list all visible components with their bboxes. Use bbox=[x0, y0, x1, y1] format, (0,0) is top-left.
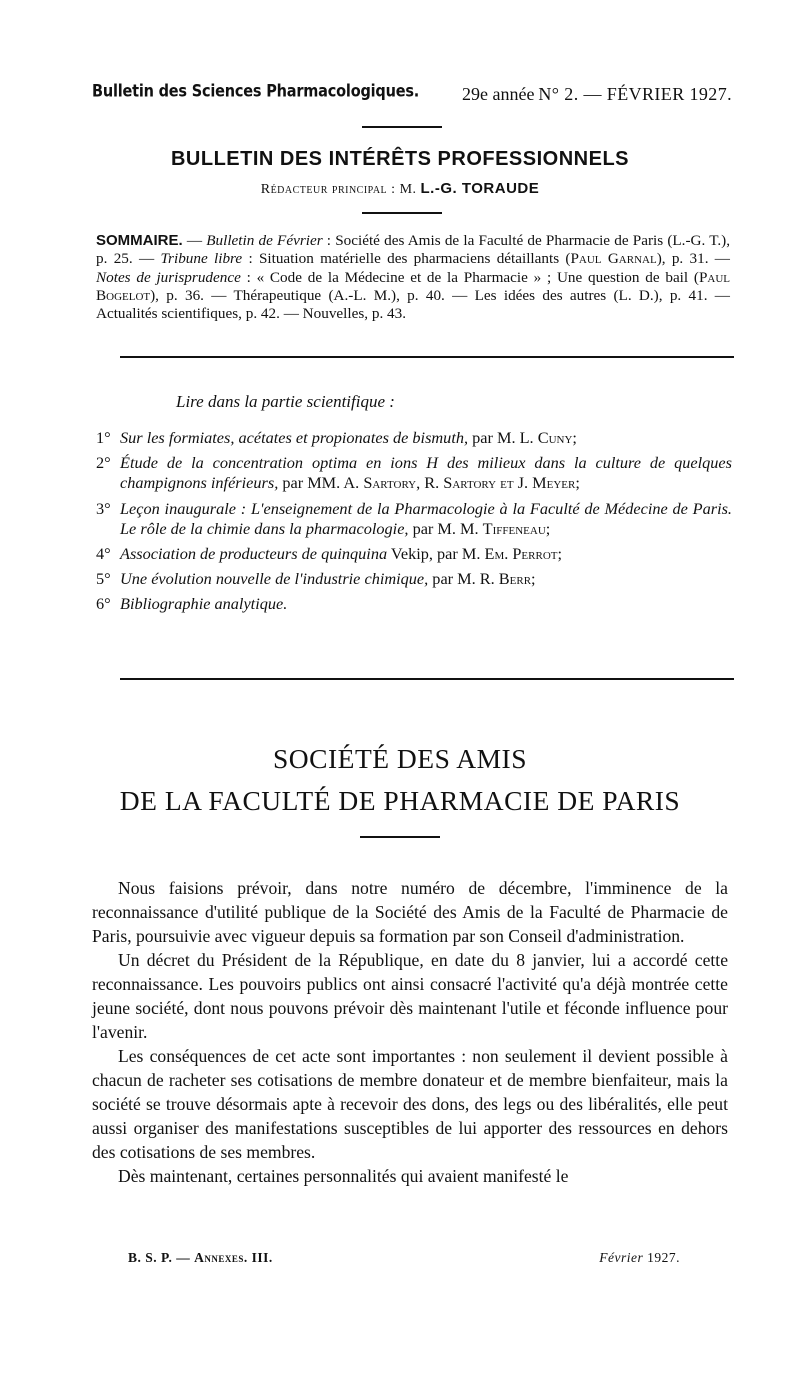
list-item bbox=[96, 544, 732, 564]
footer-date bbox=[599, 1250, 680, 1266]
editor-name: L.-G. TORAUDE bbox=[420, 180, 540, 197]
paragraph: Dès maintenant, certaines personnalités qui avaient manifesté le bbox=[118, 1166, 569, 1186]
editor-label: Rédacteur principal : bbox=[260, 182, 396, 197]
bulletin-title: BULLETIN DES INTÉRÊTS PROFESSIONNELS bbox=[170, 148, 630, 170]
item-title: Étude de la concentration optima en ions H des milieux dans la culture de quelques champignons inférieurs, bbox=[120, 453, 732, 493]
section-divider bbox=[120, 678, 734, 680]
issue-date: N° 2. — FÉVRIER 1927. bbox=[538, 84, 732, 104]
sommaire-lead: SOMMAIRE. bbox=[96, 232, 183, 249]
article-body bbox=[92, 876, 728, 1188]
sommaire-italic: Bulletin de Février bbox=[206, 232, 323, 249]
item-by: Vekip, par M. bbox=[387, 544, 485, 564]
item-title: Association de producteurs de quinquina bbox=[120, 544, 388, 564]
sommaire-italic: Tribune libre bbox=[160, 250, 243, 268]
item-title: Bibliographie analytique. bbox=[120, 594, 288, 614]
item-authors: Tiffeneau; bbox=[482, 518, 551, 538]
item-number: 1° bbox=[96, 428, 111, 447]
sommaire-text: : Situation matérielle des pharmaciens détaillants ( bbox=[242, 250, 571, 268]
item-number: 4° bbox=[96, 544, 111, 564]
volume-year: 29e année bbox=[462, 84, 535, 104]
sommaire-author: Paul Garnal bbox=[570, 250, 657, 268]
list-item bbox=[96, 594, 732, 614]
sommaire-text: : « Code de la Médecine et de la Pharmacie » ; Une question de bail ( bbox=[240, 268, 699, 286]
sommaire-text: ), p. 31. — bbox=[656, 250, 730, 268]
item-number: 2° bbox=[96, 453, 111, 473]
item-by: par M. R. bbox=[428, 569, 499, 589]
list-item bbox=[96, 569, 732, 589]
sommaire-text: ), p. 36. — Thérapeutique (A.-L. M.), p. 40. — Les idées des autres (L. D.), p. 41. — Actualités scientifiques, p. 42. — Nouvelles, p. 43. bbox=[96, 286, 730, 323]
paragraph: Nous faisions prévoir, dans notre numéro de décembre, l'imminence de la reconnaissance d'utilité publique de la Société des Amis de la Faculté de Pharmacie de Paris, poursuivie avec vigueur depuis sa formation par son Conseil d'administration. bbox=[92, 878, 728, 946]
footer-annexes: Annexes bbox=[194, 1250, 244, 1265]
paragraph: Les conséquences de cet acte sont importantes : non seulement il devient possible à chacun de racheter ses cotisations de membre donateur et de membre bienfaiteur, mais la société se trouve désormais apte à recevoir des dons, des legs ou des libéralités, elle peut aussi organiser des manifestations susceptibles de lui apporter des ressources en dehors des cotisations de ses membres. bbox=[92, 1046, 728, 1162]
footer-suffix: . III. bbox=[243, 1250, 273, 1265]
editor-prefix: M. bbox=[399, 182, 417, 197]
item-authors: Sartory, R. Sartory et J. Meyer; bbox=[363, 473, 580, 493]
society-divider bbox=[360, 836, 440, 838]
item-authors: Berr; bbox=[498, 569, 536, 589]
society-heading-line1: SOCIÉTÉ DES AMIS bbox=[273, 743, 527, 774]
header-divider bbox=[362, 126, 442, 128]
society-heading bbox=[0, 738, 800, 822]
sommaire-text: — bbox=[182, 232, 207, 249]
sommaire-author: Paul Bogelot bbox=[96, 268, 731, 304]
paragraph: Un décret du Président de la République, en date du 8 janvier, lui a accordé cette reconnaissance. Les pouvoirs publics ont ainsi consacré l'activité qu'a déjà montrée cette jeune société, dont nous pouvons prévoir dès maintenant l'utile et féconde influence pour l'avenir. bbox=[92, 950, 728, 1042]
sommaire-text: : Société des Amis de la Faculté de Pharmacie de Paris (L.-G. T.), p. 25. — bbox=[96, 232, 730, 268]
lire-heading: Lire dans la partie scientifique : bbox=[176, 392, 395, 411]
editor-line bbox=[0, 180, 800, 198]
item-number: 5° bbox=[96, 569, 111, 589]
list-item bbox=[96, 499, 732, 539]
item-authors: Cuny; bbox=[537, 428, 577, 447]
item-title: Sur les formiates, acétates et propionates de bismuth, bbox=[120, 428, 469, 447]
item-authors: Em. Perrot; bbox=[484, 544, 563, 564]
list-item bbox=[96, 428, 732, 448]
footer-month: Février bbox=[599, 1250, 644, 1265]
society-heading-line2: DE LA FACULTÉ DE PHARMACIE DE PARIS bbox=[119, 785, 681, 816]
item-title: Une évolution nouvelle de l'industrie chimique, bbox=[120, 569, 429, 589]
footer-year: 1927. bbox=[647, 1250, 680, 1265]
journal-name: Bulletin des Sciences Pharmacologiques. bbox=[92, 82, 420, 102]
sommaire-block bbox=[96, 232, 730, 323]
section-divider bbox=[120, 356, 734, 358]
item-by: par M. L. bbox=[468, 428, 538, 447]
item-by: par M. M. bbox=[408, 518, 483, 538]
item-number: 6° bbox=[96, 594, 111, 614]
article-list bbox=[96, 428, 732, 620]
item-title: Leçon inaugurale : L'enseignement de la Pharmacologie à la Faculté de Médecine de Paris. Le rôle de la chimie dans la pharmacologie, bbox=[120, 498, 732, 538]
item-by: par MM. A. bbox=[278, 473, 364, 493]
footer-reference bbox=[128, 1250, 273, 1266]
footer-prefix: B. S. P. — bbox=[128, 1250, 195, 1265]
running-header bbox=[92, 84, 732, 110]
item-number: 3° bbox=[96, 498, 111, 518]
title-divider bbox=[362, 212, 442, 214]
list-item bbox=[96, 453, 732, 493]
sommaire-italic: Notes de jurisprudence bbox=[96, 268, 241, 286]
